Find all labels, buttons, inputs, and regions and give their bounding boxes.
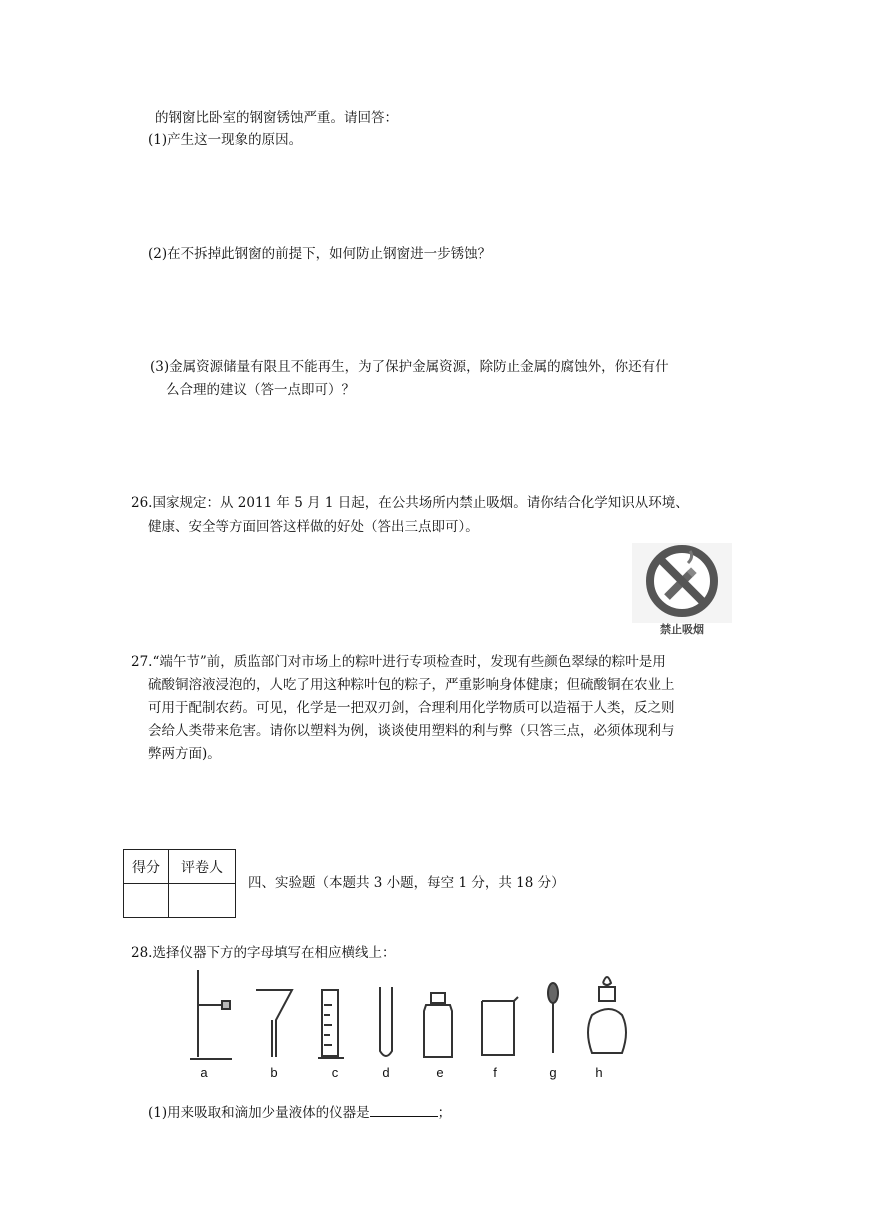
q27-line4: 会给人类带来危害。请你以塑料为例，谈谈使用塑料的利与弊（只答三点，必须体现利与 xyxy=(148,723,675,739)
q25-part3-line1: (3)金属资源储量有限且不能再生，为了保护金属资源，除防止金属的腐蚀外，你还有什 xyxy=(150,359,669,375)
score-cell[interactable] xyxy=(124,884,169,918)
instrument-figure xyxy=(180,965,640,1085)
beaker-icon xyxy=(482,997,518,1055)
section4-title: 四、实验题（本题共 3 小题，每空 1 分，共 18 分） xyxy=(248,875,565,891)
score-header: 得分 xyxy=(124,850,169,884)
no-smoking-caption: 禁止吸烟 xyxy=(660,623,704,636)
graduated-cylinder-icon xyxy=(318,990,344,1058)
q26-line1: 26.国家规定：从 2011 年 5 月 1 日起，在公共场所内禁止吸烟。请你结合化学知识从环境、 xyxy=(131,495,689,511)
answer-blank[interactable] xyxy=(370,1102,438,1117)
q25-part2: (2)在不拆掉此钢窗的前提下，如何防止钢窗进一步锈蚀？ xyxy=(148,246,492,262)
q28-stem: 28.选择仪器下方的字母填写在相应横线上： xyxy=(131,945,396,961)
iron-stand-icon xyxy=(190,970,232,1059)
instrument-label-b: b xyxy=(270,1065,278,1080)
q27-line1: 27.“端午节”前，质监部门对市场上的粽叶进行专项检查时，发现有些颜色翠绿的粽叶是用 xyxy=(131,654,666,670)
q26-line2: 健康、安全等方面回答这样做的好处（答出三点即可）。 xyxy=(148,519,479,535)
instrument-label-g: g xyxy=(549,1065,557,1080)
no-smoking-icon xyxy=(632,543,732,623)
score-table xyxy=(123,849,236,918)
q28-part1 xyxy=(148,1102,451,1123)
q27-line3: 可用于配制农药。可见，化学是一把双刃剑，合理利用化学物质可以造福于人类，反之则 xyxy=(148,700,675,716)
instrument-label-d: d xyxy=(382,1065,390,1080)
test-tube-icon xyxy=(380,987,392,1056)
instrument-label-a: a xyxy=(200,1065,208,1080)
no-smoking-sign xyxy=(632,543,732,639)
grader-cell[interactable] xyxy=(169,884,236,918)
q27-line5: 弊两方面)。 xyxy=(148,746,221,762)
q25-tail: 的钢窗比卧室的钢窗锈蚀严重。请回答： xyxy=(155,110,398,126)
instruments-illustration xyxy=(180,965,640,1065)
q28-part1-text: (1)用来吸取和滴加少量液体的仪器是 xyxy=(148,1105,370,1121)
q25-part1: (1)产生这一现象的原因。 xyxy=(148,132,303,148)
alcohol-lamp-icon xyxy=(588,977,626,1053)
q28-part1-end: ； xyxy=(437,1105,452,1121)
instrument-label-f: f xyxy=(493,1065,497,1080)
instrument-label-c: c xyxy=(331,1065,339,1080)
q27-line2: 硫酸铜溶液浸泡的，人吃了用这种粽叶包的粽子，严重影响身体健康；但硫酸铜在农业上 xyxy=(148,677,675,693)
dropper-icon xyxy=(548,983,558,1053)
instrument-label-h: h xyxy=(595,1065,603,1080)
reagent-bottle-icon xyxy=(424,993,452,1057)
q25-part3-line2: 么合理的建议（答一点即可）？ xyxy=(166,382,355,398)
funnel-icon xyxy=(256,990,292,1057)
instrument-label-e: e xyxy=(436,1065,444,1080)
grader-header: 评卷人 xyxy=(169,850,236,884)
